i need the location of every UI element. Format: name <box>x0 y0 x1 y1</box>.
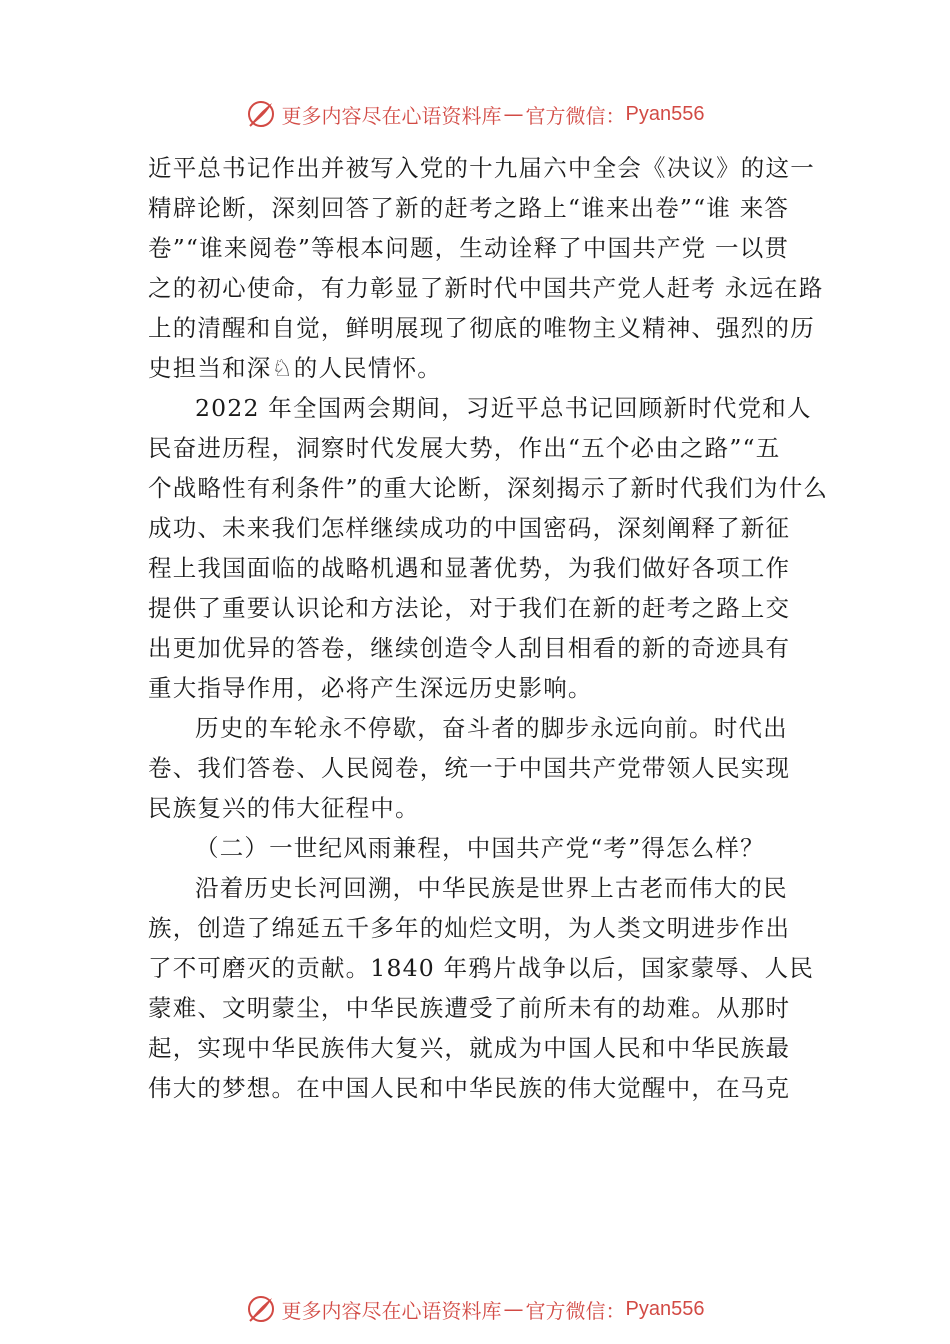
footer-banner <box>0 1289 950 1329</box>
text-line: 伟大的梦想。在中国人民和中华民族的伟大觉醒中，在马克 <box>148 1074 791 1102</box>
document-body <box>148 148 838 1108</box>
section-heading: （二）一世纪风雨兼程，中国共产党“考”得怎么样？ <box>195 834 765 862</box>
text-line: 了不可磨灭的贡献。1840 年鸦片战争以后，国家蒙辱、人民 <box>148 954 815 982</box>
banner-wechat-id: Pyan556 <box>625 1297 705 1320</box>
banner-wechat-id: Pyan556 <box>625 102 705 125</box>
text-line: 之的初心使命，有力彰显了新时代中国共产党人赶考 永远在路 <box>148 274 824 302</box>
quill-logo-icon <box>246 1294 276 1324</box>
text-line: 个战略性有利条件”的重大论断，深刻揭示了新时代我们为什么 <box>148 474 829 502</box>
text-line: 成功、未来我们怎样继续成功的中国密码，深刻阐释了新征 <box>148 514 791 542</box>
text-line: 重大指导作用，必将产生深远历史影响。 <box>148 674 593 702</box>
text-line: 蒙难、文明蒙尘，中华民族遭受了前所未有的劫难。从那时 <box>148 994 791 1022</box>
text-line: 史担当和深♘的人民情怀。 <box>148 354 442 382</box>
banner-contact-label: 官方微信： <box>525 1298 626 1323</box>
quill-logo-icon <box>246 99 276 129</box>
banner-dash: — <box>503 102 524 126</box>
text-line: 卷”“谁来阅卷”等根本问题，生动诠释了中国共产党 一以贯 <box>148 234 790 262</box>
text-line: 起，实现中华民族伟大复兴，就成为中国人民和中华民族最 <box>148 1034 791 1062</box>
text-line: 沿着历史长河回溯，中华民族是世界上古老而伟大的民 <box>195 874 788 902</box>
text-line: 程上我国面临的战略机遇和显著优势，为我们做好各项工作 <box>148 554 791 582</box>
banner-contact-label: 官方微信： <box>525 103 626 128</box>
text-line: 2022 年全国两会期间，习近平总书记回顾新时代党和人 <box>195 394 812 422</box>
text-line: 上的清醒和自觉，鲜明展现了彻底的唯物主义精神、强烈的历 <box>148 314 815 342</box>
text-line: 民奋进历程，洞察时代发展大势，作出“五个必由之路”“五 <box>148 434 781 462</box>
banner-dash: — <box>503 1297 524 1321</box>
banner-text: 更多内容尽在心语资料库 <box>281 1298 502 1323</box>
text-line: 出更加优异的答卷，继续创造令人刮目相看的新的奇迹具有 <box>148 634 791 662</box>
text-line: 近平总书记作出并被写入党的十九届六中全会《决议》的这一 <box>148 154 815 182</box>
banner-text: 更多内容尽在心语资料库 <box>281 103 502 128</box>
text-line: 民族复兴的伟大征程中。 <box>148 794 420 822</box>
text-line: 族，创造了绵延五千多年的灿烂文明，为人类文明进步作出 <box>148 914 791 942</box>
text-line: 历史的车轮永不停歇，奋斗者的脚步永远向前。时代出 <box>195 714 788 742</box>
text-line: 卷、我们答卷、人民阅卷，统一于中国共产党带领人民实现 <box>148 754 791 782</box>
header-banner <box>0 94 950 134</box>
text-line: 精辟论断，深刻回答了新的赶考之路上“谁来出卷”“谁 来答 <box>148 194 790 222</box>
text-line: 提供了重要认识论和方法论，对于我们在新的赶考之路上交 <box>148 594 791 622</box>
